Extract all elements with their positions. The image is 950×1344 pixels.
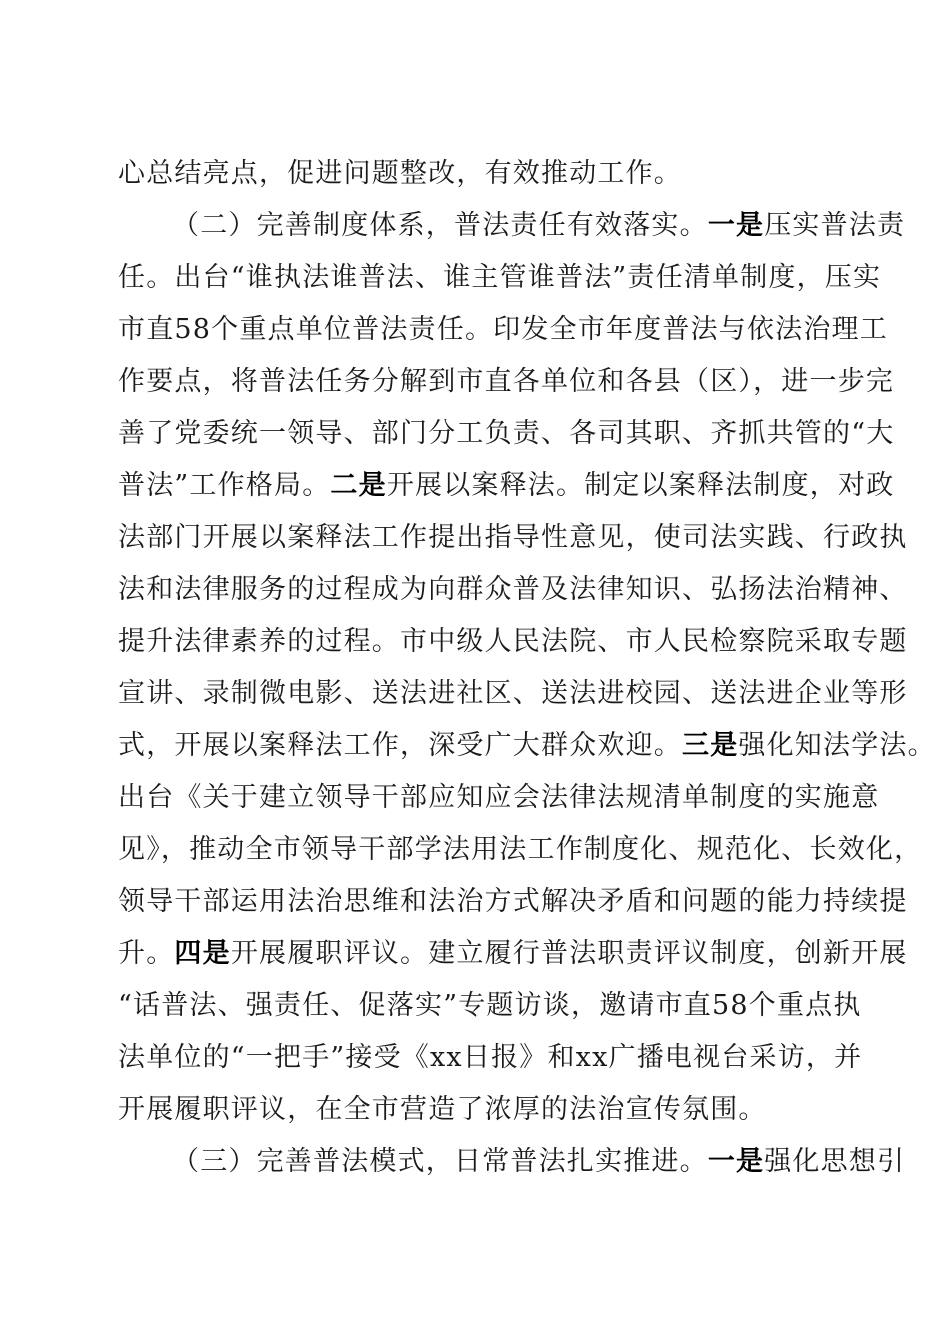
- body-text: 法和法律服务的过程成为向群众普及法律知识、弘扬法治精神、: [118, 574, 908, 605]
- body-text: 市直58个重点单位普法责任。印发全市年度普法与依法治理工: [118, 314, 888, 345]
- text-line: [118, 258, 882, 298]
- body-text: 宣讲、录制微电影、送法进社区、送法进校园、送法进企业等形: [118, 678, 908, 709]
- text-line: [118, 154, 848, 194]
- text-line: [118, 362, 895, 402]
- text-line: [118, 310, 888, 350]
- body-text: “话普法、强责任、促落实”专题访谈，邀请市直58个重点执: [118, 990, 862, 1021]
- body-text: （二）完善制度体系，普法责任有效落实。: [172, 210, 708, 241]
- emphasis-text: 二是: [330, 470, 387, 501]
- body-text: 法单位的“一把手”接受《xx日报》和xx广播电视台采访，并: [118, 1042, 863, 1073]
- text-line: [118, 622, 908, 662]
- body-text: 式，开展以案释法工作，深受广大群众欢迎。: [118, 730, 682, 761]
- text-line: [118, 518, 908, 558]
- text-line: [118, 1090, 848, 1130]
- text-line: [118, 778, 880, 818]
- body-text: （三）完善普法模式，日常普法扎实推进。: [172, 1146, 708, 1177]
- text-line: [118, 570, 908, 610]
- body-text: 提升法律素养的过程。市中级人民法院、市人民检察院采取专题: [118, 626, 908, 657]
- text-line: [118, 414, 895, 454]
- body-text: 强化思想引: [764, 1146, 906, 1177]
- body-text: 开展以案释法。制定以案释法制度，对政: [386, 470, 895, 501]
- text-line: [118, 986, 862, 1026]
- body-text: 开展履职评议。建立履行普法职责评议制度，创新开展: [230, 938, 908, 969]
- text-line: [118, 674, 908, 714]
- text-line: [118, 882, 908, 922]
- text-line: [118, 934, 908, 974]
- body-text: 压实普法责: [764, 210, 906, 241]
- body-text: 善了党委统一领导、部门分工负责、各司其职、齐抓共管的“大: [118, 418, 895, 449]
- body-text: 强化知法学法。: [738, 730, 936, 761]
- text-line: [118, 830, 923, 870]
- body-text: 见》，推动全市领导干部学法用法工作制度化、规范化、长效化，: [118, 834, 923, 865]
- emphasis-text: 一是: [707, 210, 765, 241]
- body-text: 心总结亮点，促进问题整改，有效推动工作。: [118, 158, 682, 189]
- body-text: 任。出台“谁执法谁普法、谁主管谁普法”责任清单制度，压实: [118, 262, 882, 293]
- body-text: 普法”工作格局。: [118, 470, 331, 501]
- body-text: 领导干部运用法治思维和法治方式解决矛盾和问题的能力持续提: [118, 886, 908, 917]
- body-text: 出台《关于建立领导干部应知应会法律法规清单制度的实施意: [118, 782, 880, 813]
- text-line: [118, 726, 936, 766]
- text-line: [172, 206, 906, 246]
- emphasis-text: 一是: [707, 1146, 765, 1177]
- emphasis-text: 三是: [682, 730, 739, 761]
- emphasis-text: 四是: [174, 938, 231, 969]
- body-text: 开展履职评议，在全市营造了浓厚的法治宣传氛围。: [118, 1094, 767, 1125]
- text-line: [172, 1142, 906, 1182]
- body-text: 升。: [118, 938, 175, 969]
- text-line: [118, 466, 895, 506]
- body-text: 法部门开展以案释法工作提出指导性意见，使司法实践、行政执: [118, 522, 908, 553]
- body-text: 作要点，将普法任务分解到市直各单位和各县（区），进一步完: [118, 366, 895, 397]
- text-line: [118, 1038, 863, 1078]
